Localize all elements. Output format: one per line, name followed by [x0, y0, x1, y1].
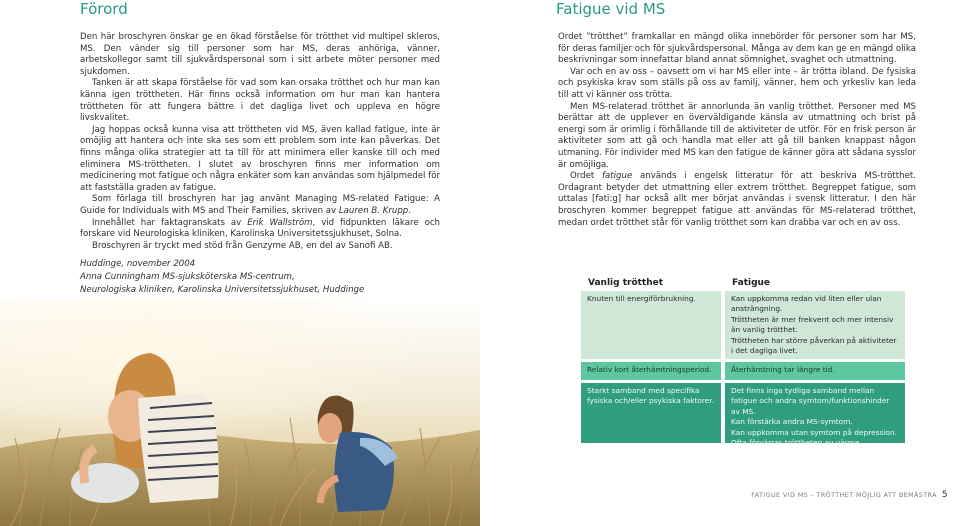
foreword-paragraph: Jag hoppas också kunna visa att tröttheten vid MS, även kallad fatigue, inte är omöjlig att hantera och inte ska ses som ett problem som inte kan påverkas. Det finns många olika strategier att ta till för att minimera eller kanske till och med eliminera MS-tröttheten. I slutet av broschyren finns mer information om medicinering mot fatigue och några enkäter som kan användas som hjälpmedel för att fastställa graden av fatigue.	[80, 124, 440, 193]
author-name: Lauren B. Krupp	[338, 205, 409, 216]
two-girls-in-dune-grass-photo	[0, 298, 480, 526]
foreword-body	[80, 32, 440, 252]
table-cell: Återhämtning tar längre tid.	[725, 362, 905, 380]
column-header-fatigue: Fatigue	[732, 278, 771, 288]
foreword-paragraph: Broschyren är tryckt med stöd från Genzyme AB, en del av Sanofi AB.	[92, 240, 393, 251]
foreword-paragraph	[80, 194, 440, 217]
reviewer-name: Erik Wallström	[247, 217, 313, 228]
fatigue-paragraph: Men MS-relaterad trötthet är annorlunda än vanlig trötthet. Personer med MS berättar att de upplever en överväldigande känsla av utmattning och brist på energi som är orimlig i förhållande till de aktiviteter de utför. För en frisk person är aktiviteter som att gå och handla mat eller att gå till banken knappast någon utmaning. För individer med MS kan den fatigue de känner göra att sådana sysslor är omöjliga.	[558, 101, 916, 170]
foreword-paragraph	[80, 218, 440, 241]
text-segment: Innehållet har faktagranskats av	[92, 217, 248, 228]
table-cell: Kan uppkomma redan vid liten eller ulan ansträngning. Tröttheten är mer frekvent och mer intensiv än vanlig trötthet. Tröttheten har större påverkan på aktiviteter i det dagliga livet.	[725, 291, 905, 359]
fatigue-paragraph: Ordet ”trötthet” framkallar en mängd olika innebörder för personer som har MS, för deras familjer och för sjukvårdspersonal. Många av dem kan ge en mängd olika beskrivningar som innefattar bland annat sömnighet, svaghet och utmattning.	[558, 32, 916, 66]
signature-block	[80, 258, 440, 297]
fatigue-term: fatigue	[602, 171, 633, 182]
text-segment: Ordet	[570, 171, 602, 182]
signature-line: Anna Cunningham MS-sjuksköterska MS-centrum,	[80, 272, 295, 282]
table-cell: Det finns inga tydliga samband mellan fatigue och andra symtom/funktionshinder av MS. Kan förstärka andra MS-symtom. Kan uppkomma utan symtom på depression. Ofta förvärras tröttheten av värme.	[725, 383, 905, 443]
text-segment: , vid fidpunkten läkare och forskare vid Neurologiska kliniken, Karolinska Universitetssjukhuset, Solna.	[80, 217, 440, 240]
right-page-heading: Fatigue vid MS	[556, 0, 666, 18]
footer-title: FATIGUE VID MS – TRÖTTHET MÖJLIG ATT BEMÄSTRA	[751, 491, 937, 499]
text-segment: Som förlaga till broschyren har jag använt Managing MS-related Fatigue: A Guide for Individuals with MS and Their Families, skriven av	[80, 194, 440, 216]
text-segment: .	[408, 205, 411, 216]
foreword-paragraph: Tanken är att skapa förståelse för vad som kan orsaka trötthet och hur man kan känna igen tröttheten. Här finns också information om hur man kan hantera tröttheten för att fungera bättre i det dagliga livet och uppleva en högre livskvalitet.	[80, 78, 440, 124]
page-number: 5	[941, 490, 948, 500]
text-segment: används i engelsk litteratur för att beskriva MS-trötthet. Ordagrant betyder det utmattning eller extrem trötthet. Begreppet fatigue, som uttalas [fəti:g] har också allt mer börjat användas i svensk litteratur. I den här broschyren kommer begreppet fatigue att användas för MS-relaterad trötthet, medan ordet trötthet står för vanlig trötthet som kan drabba var och en av oss.	[558, 171, 916, 228]
fatigue-paragraph	[558, 171, 916, 229]
signature-line: Neurologiska kliniken, Karolinska Universitetssjukhuset, Huddinge	[80, 285, 365, 295]
page-footer	[751, 490, 948, 500]
table-cell: Starkt samband med specifika fysiska och/eller psykiska faktorer.	[581, 383, 721, 443]
column-header-ordinary-tiredness: Vanlig trötthet	[588, 278, 664, 288]
signature-line: Huddinge, november 2004	[80, 259, 196, 269]
foreword-paragraph: Den här broschyren önskar ge en ökad förståelse för trötthet vid multipel skleros, MS. Den vänder sig till personer som har MS, deras anhöriga, vänner, arbetskollegor samt till sjukvårdspersonal som i sitt arbete möter personer med sjukdomen.	[80, 32, 440, 77]
fatigue-body	[558, 32, 916, 229]
left-page-heading: Förord	[80, 0, 128, 18]
table-cell: Knuten till energiförbrukning.	[581, 291, 721, 359]
table-cell: Relativ kort återhämtningsperiod.	[581, 362, 721, 380]
fatigue-paragraph: Var och en av oss – oavsett om vi har MS eller inte – är trötta ibland. De fysiska och psykiska krav som ställs på oss av familj, vänner, hem och yrkesliv kan leda till att vi känner oss trötta.	[558, 66, 916, 100]
right-page	[480, 0, 960, 526]
